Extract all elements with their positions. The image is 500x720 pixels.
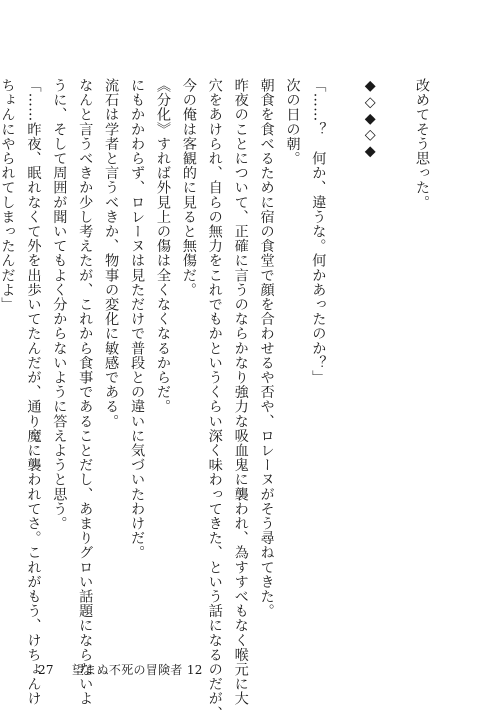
dialogue-line: 「……昨夜、眠れなくて外を出歩いてたんだが、通り魔に襲われてさ。これがもう、けちょんけ <box>25 78 42 706</box>
section-break-ornament: ◆◇◆◇◆ <box>362 78 379 160</box>
text-line: うに、そして周囲が聞いてもよく分からないように答えようと思う。 <box>51 78 68 531</box>
text-line: 朝食を食べるために宿の食堂で顔を合わせるや否や、ロレーヌがそう尋ねてきた。 <box>258 78 275 619</box>
text-line: 流石は学者と言うべきか、物事の変化に敏感である。 <box>103 78 120 429</box>
text-line: 穴をあけられ、自らの無力をこれでもかというくらい深く味わってきた、という話になるのだが、 <box>206 78 223 720</box>
blank-line <box>382 78 408 652</box>
dialogue-line: 「……？ 何か、違うな。何かあったのか？」 <box>310 78 327 385</box>
text-line: 《分化》すれば外見上の傷は全くなくなるからだ。 <box>154 78 171 414</box>
dialogue-line: ちょんにやられてしまったんだよ」 <box>0 78 16 312</box>
page-number: 27 <box>38 663 54 677</box>
text-line: 次の日の朝。 <box>284 78 301 166</box>
book-title: 望まぬ不死の冒険者 12 <box>72 663 203 677</box>
text-line: にもかかわらず、ロレーヌは見ただけで普段との違いに気づいたわけだ。 <box>129 78 146 560</box>
text-line: なんと言うべきか少し考えたが、これから食事であることだし、あまりグロい話題にならないよ <box>77 78 94 706</box>
page-footer <box>38 661 203 678</box>
blank-line <box>330 78 356 652</box>
text-line: 昨夜のことについて、正確に言うのならかなり強力な吸血鬼に襲われ、為すすべもなく喉元に大 <box>232 78 249 706</box>
text-line: 今の俺は客観的に見ると無傷だ。 <box>180 78 197 297</box>
text-line: 改めてそう思った。 <box>414 78 430 210</box>
